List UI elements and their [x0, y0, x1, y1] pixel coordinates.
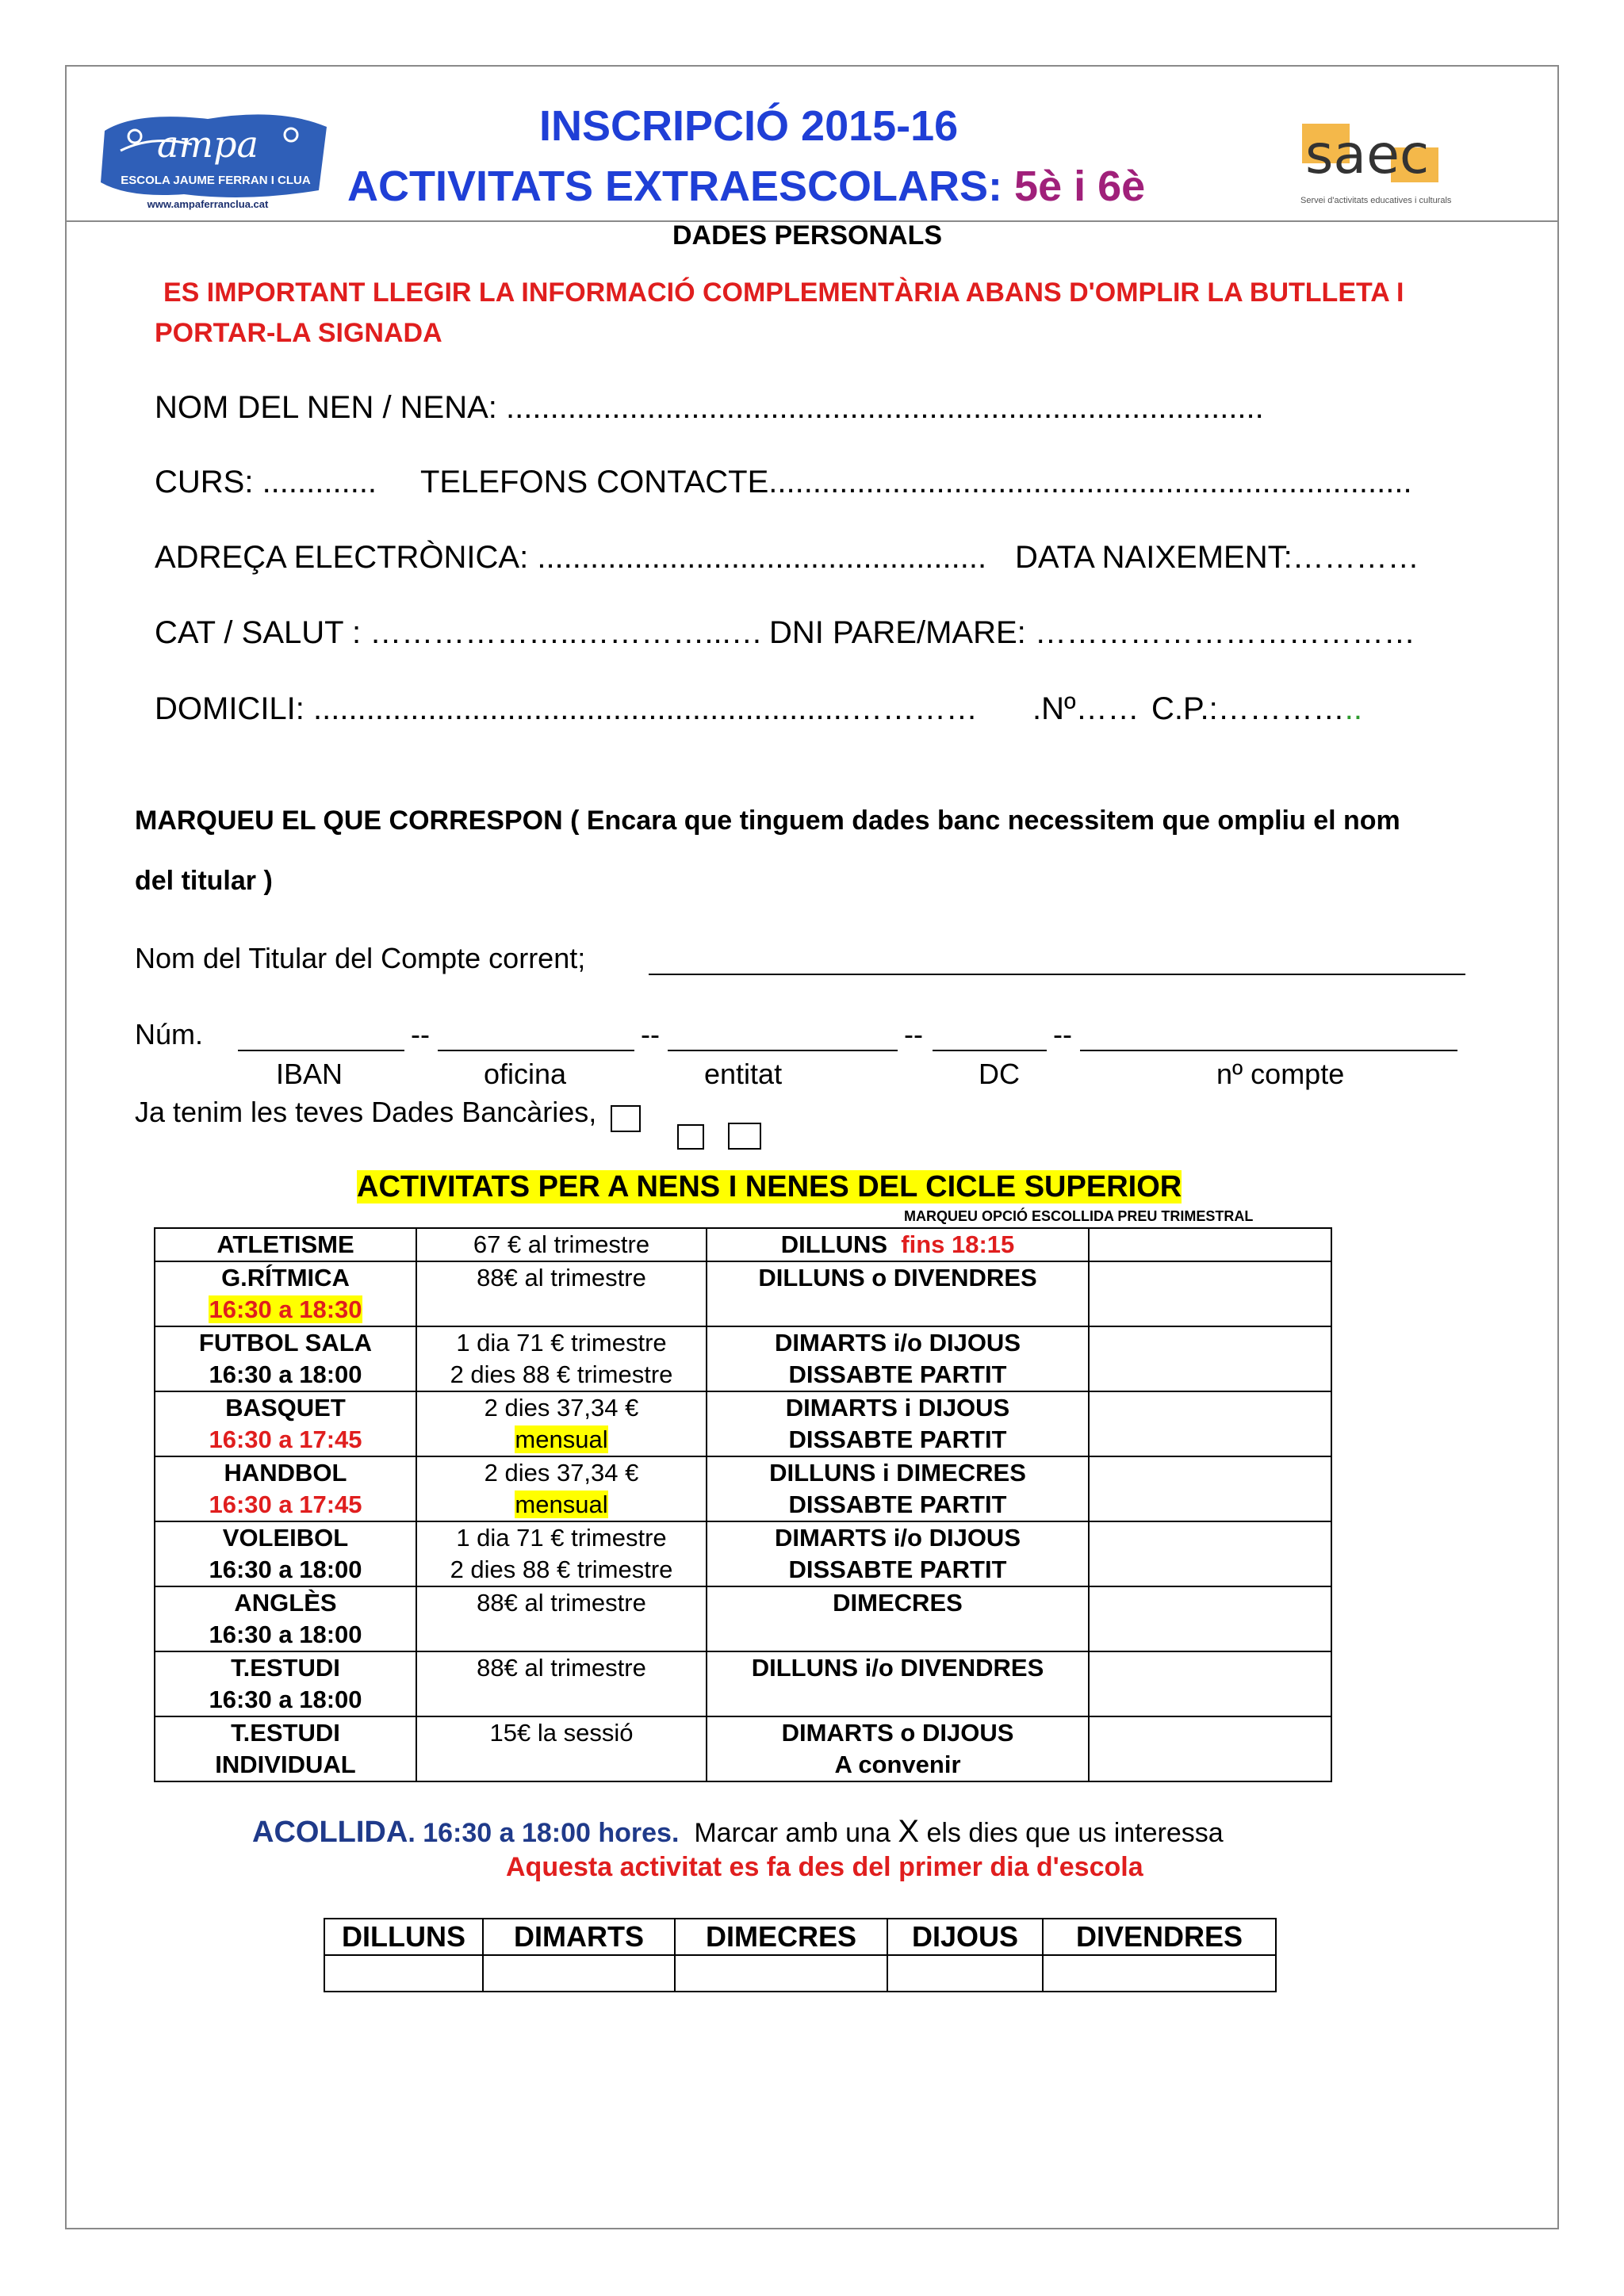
activity-select-cell[interactable]	[1089, 1456, 1331, 1521]
table-row	[324, 1919, 1276, 1955]
dc-input-line[interactable]	[933, 1050, 1047, 1051]
svg-text:ampa: ampa	[157, 123, 259, 166]
svg-text:ESCOLA JAUME FERRAN I CLUA: ESCOLA JAUME FERRAN I CLUA	[121, 174, 311, 187]
activity-name-cell: ANGLÈS 16:30 a 18:00	[155, 1586, 416, 1651]
saec-logo	[1297, 100, 1472, 211]
table-row	[155, 1521, 1331, 1586]
entitat-input-line[interactable]	[668, 1050, 898, 1051]
table-row	[155, 1391, 1331, 1456]
activity-days-cell: DIMARTS i/o DIJOUS DISSABTE PARTIT	[707, 1326, 1089, 1391]
table-row	[155, 1456, 1331, 1521]
account-number-label: Núm.	[135, 1018, 204, 1050]
warning-line-1: ES IMPORTANT LLEGIR LA INFORMACIÓ COMPLEMENTÀRIA ABANS D'OMPLIR LA BUTLLETA I	[163, 277, 1404, 308]
separator-3: --	[904, 1018, 923, 1050]
acollida-instruction-end: els dies que us interessa	[926, 1818, 1224, 1848]
table-row	[155, 1586, 1331, 1651]
title-line-1: INSCRIPCIÓ 2015-16	[539, 102, 959, 150]
table-row	[155, 1716, 1331, 1781]
svg-text:Servei d'activitats educatives: Servei d'activitats educatives i culturals	[1300, 196, 1452, 205]
separator-4: --	[1053, 1018, 1072, 1050]
activity-price-cell: 15€ la sessió	[416, 1716, 707, 1781]
acollida-note: Aquesta activitat es fa des del primer dia d'escola	[506, 1852, 1143, 1882]
activity-price-cell: 88€ al trimestre	[416, 1651, 707, 1716]
acollida-hours: . 16:30 a 18:00 hores.	[408, 1818, 680, 1848]
acollida-label: ACOLLIDA	[252, 1816, 408, 1849]
ampa-logo	[89, 95, 339, 214]
activity-name-cell: ATLETISME	[155, 1228, 416, 1261]
title-line-2	[347, 162, 1145, 211]
activities-title: ACTIVITATS PER A NENS I NENES DEL CICLE SUPERIOR	[357, 1170, 1182, 1203]
activity-select-cell[interactable]	[1089, 1391, 1331, 1456]
activities-subtitle: MARQUEU OPCIÓ ESCOLLIDA PREU TRIMESTRAL	[904, 1208, 1254, 1224]
activity-name-cell: T.ESTUDI 16:30 a 18:00	[155, 1651, 416, 1716]
postal-code-field[interactable]	[1151, 691, 1362, 727]
activity-price-cell: 88€ al trimestre	[416, 1586, 707, 1651]
warning-line-2: PORTAR-LA SIGNADA	[155, 318, 442, 348]
iban-input-line[interactable]	[238, 1050, 404, 1051]
activity-select-cell[interactable]	[1089, 1521, 1331, 1586]
bank-instruction-line-1: MARQUEU EL QUE CORRESPON ( Encara que tinguem dades banc necessitem que ompliu el nom	[135, 806, 1400, 836]
activity-days-cell: DILLUNS o DIVENDRES	[707, 1261, 1089, 1326]
svg-text:saec: saec	[1305, 124, 1430, 186]
oficina-sublabel: oficina	[484, 1058, 567, 1090]
acollida-line	[252, 1814, 1224, 1850]
day-header-divendres: DIVENDRES	[1043, 1919, 1276, 1955]
activity-price-cell: 67 € al trimestre	[416, 1228, 707, 1261]
table-row	[324, 1955, 1276, 1992]
activity-days-cell: DIMARTS o DIJOUS A convenir	[707, 1716, 1089, 1781]
day-header-dimarts: DIMARTS	[483, 1919, 675, 1955]
activity-name-cell: BASQUET 16:30 a 17:45	[155, 1391, 416, 1456]
activity-price-cell: 2 dies 37,34 € mensual	[416, 1456, 707, 1521]
dni-field[interactable]: DNI PARE/MARE: ………………………………	[769, 615, 1415, 650]
activity-select-cell[interactable]	[1089, 1651, 1331, 1716]
phones-field[interactable]: TELEFONS CONTACTE.........................................................................	[420, 465, 1412, 499]
day-cell-divendres[interactable]	[1043, 1955, 1276, 1992]
birth-date-field[interactable]: DATA NAIXEMENT:…………	[1015, 540, 1419, 575]
number-field[interactable]: .Nº……	[1032, 691, 1139, 726]
table-row	[155, 1228, 1331, 1261]
day-cell-dimarts[interactable]	[483, 1955, 675, 1992]
holder-label: Nom del Titular del Compte corrent;	[135, 942, 586, 974]
table-row	[155, 1261, 1331, 1326]
activity-price-cell: 88€ al trimestre	[416, 1261, 707, 1326]
address-field[interactable]: DOMICILI: .............................................................…………	[155, 691, 978, 726]
table-row	[155, 1326, 1331, 1391]
dc-sublabel: DC	[979, 1058, 1020, 1090]
option-checkbox-1[interactable]	[677, 1124, 704, 1150]
activities-table	[154, 1227, 1332, 1782]
title-activities: ACTIVITATS EXTRAESCOLARS:	[347, 163, 1003, 210]
acollida-days-table	[324, 1918, 1277, 1992]
already-have-bank-label: Ja tenim les teves Dades Bancàries,	[135, 1096, 597, 1128]
activity-price-cell: 1 dia 71 € trimestre 2 dies 88 € trimestre	[416, 1521, 707, 1586]
option-checkbox-2[interactable]	[728, 1123, 761, 1150]
activity-select-cell[interactable]	[1089, 1326, 1331, 1391]
day-header-dijous: DIJOUS	[887, 1919, 1043, 1955]
account-input-line[interactable]	[1080, 1050, 1457, 1051]
day-cell-dijous[interactable]	[887, 1955, 1043, 1992]
separator-1: --	[411, 1018, 430, 1050]
child-name-field[interactable]: NOM DEL NEN / NENA: ......................................................................................	[155, 390, 1264, 425]
day-cell-dilluns[interactable]	[324, 1955, 483, 1992]
activity-days-cell: DILLUNS i/o DIVENDRES	[707, 1651, 1089, 1716]
section-title: DADES PERSONALS	[672, 220, 943, 251]
activity-days-cell: DIMARTS i DIJOUS DISSABTE PARTIT	[707, 1391, 1089, 1456]
activity-days-cell: DIMECRES	[707, 1586, 1089, 1651]
already-have-checkbox[interactable]	[611, 1105, 641, 1132]
activity-name-cell: HANDBOL 16:30 a 17:45	[155, 1456, 416, 1521]
activity-select-cell[interactable]	[1089, 1716, 1331, 1781]
oficina-input-line[interactable]	[438, 1050, 634, 1051]
acollida-x: X	[898, 1814, 919, 1849]
activity-price-cell: 1 dia 71 € trimestre 2 dies 88 € trimestre	[416, 1326, 707, 1391]
email-field[interactable]: ADREÇA ELECTRÒNICA: ...................................................	[155, 540, 987, 575]
day-header-dimecres: DIMECRES	[675, 1919, 887, 1955]
title-grade: 5è i 6è	[1014, 163, 1146, 210]
postal-code-label: C.P.:…………	[1151, 691, 1345, 726]
iban-sublabel: IBAN	[276, 1058, 343, 1090]
activity-name-cell: G.RÍTMICA 16:30 a 18:30	[155, 1261, 416, 1326]
activity-select-cell[interactable]	[1089, 1228, 1331, 1261]
table-row	[155, 1651, 1331, 1716]
activity-select-cell[interactable]	[1089, 1586, 1331, 1651]
acollida-instruction: Marcar amb una	[694, 1818, 891, 1848]
activity-select-cell[interactable]	[1089, 1261, 1331, 1326]
activity-name-cell: VOLEIBOL 16:30 a 18:00	[155, 1521, 416, 1586]
svg-text:www.ampaferranclua.cat: www.ampaferranclua.cat	[147, 198, 269, 210]
activity-days-cell: DILLUNS fins 18:15	[707, 1228, 1089, 1261]
holder-input-line[interactable]	[649, 974, 1465, 975]
activity-days-cell: DIMARTS i/o DIJOUS DISSABTE PARTIT	[707, 1521, 1089, 1586]
day-header-dilluns: DILLUNS	[324, 1919, 483, 1955]
course-field[interactable]: CURS: .............	[155, 465, 377, 499]
activity-days-cell: DILLUNS i DIMECRES DISSABTE PARTIT	[707, 1456, 1089, 1521]
account-sublabel: nº compte	[1216, 1058, 1345, 1090]
bank-instruction-line-2: del titular )	[135, 866, 273, 896]
activity-price-cell: 2 dies 37,34 € mensual	[416, 1391, 707, 1456]
cat-salut-field[interactable]: CAT / SALUT : ………………..…………...…	[155, 615, 763, 650]
separator-2: --	[641, 1018, 660, 1050]
entitat-sublabel: entitat	[704, 1058, 783, 1090]
activity-name-cell: FUTBOL SALA 16:30 a 18:00	[155, 1326, 416, 1391]
activity-name-cell: T.ESTUDI INDIVIDUAL	[155, 1716, 416, 1781]
postal-code-dots: ..	[1344, 691, 1362, 726]
day-cell-dimecres[interactable]	[675, 1955, 887, 1992]
